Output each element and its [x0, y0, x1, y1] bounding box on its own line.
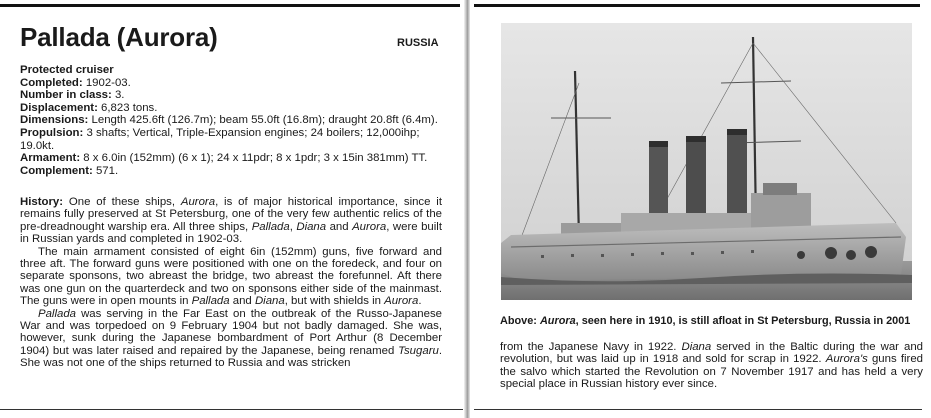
spec-armament: Armament: 8 x 6.0in (152mm) (6 x 1); 24 x 11pdr; 8 x 1pdr; 3 x 15in 381mm) TT.	[20, 152, 428, 165]
page-title: Pallada (Aurora)	[20, 22, 218, 52]
bottom-rule-right	[474, 409, 922, 410]
ship-photo	[501, 23, 912, 300]
country-label: RUSSIA	[397, 37, 439, 49]
photo-caption: Above: Aurora, seen here in 1910, is still afloat in St Petersburg, Russia in 2001	[500, 315, 911, 327]
history-paragraph-2: The main armament consisted of eight 6in (152mm) guns, five forward and three aft. The forward guns were positioned with one on the foredeck, and four on separate sponsons, two abreast the bridge, two abreast the forefunnel. Aft there was one gun on the quarterdeck and two on sponsons either side of the mainmast. The guns were in open mounts in Pallada and Diana, but with shields in Aurora.	[20, 245, 442, 308]
top-rule-left	[0, 4, 460, 7]
spec-propulsion: Propulsion: 3 shafts; Vertical, Triple-Expansion engines; 24 boilers; 12,000ihp; 19.0kt.	[20, 126, 420, 152]
history-paragraph-3: Pallada was serving in the Far East on the outbreak of the Russo-Japanese War and was torpedoed on 9 February 1904 but not badly damaged. She was, however, sunk during the Japanese bombardment of Port Arthur (8 December 1904) but was later raised and repaired by the Japanese, being renamed Tsugaru. She was not one of the ships returned to Russia and was stricken	[20, 307, 442, 370]
top-rule-right	[474, 4, 920, 7]
continuation-paragraph: from the Japanese Navy in 1922. Diana served in the Baltic during the war and revolution, but was laid up in 1918 and sold for scrap in 1922. Aurora's guns fired the salvo which started the Revolution on 7 November 1917 and has held a very special place in Russian history ever since.	[500, 341, 923, 391]
spec-list	[20, 64, 450, 177]
history-paragraph-1: History: One of these ships, Aurora, is of major historical importance, since it remains fully preserved at St Petersburg, one of the very few authentic relics of the pre-dreadnought warship era. All three ships, Pallada, Diana and Aurora, were built in Russian yards and completed in 1902-03.	[20, 196, 442, 246]
ship-type: Protected cruiser	[20, 64, 114, 76]
spec-completed: Completed: 1902-03.	[20, 76, 131, 89]
history-text	[20, 196, 442, 370]
bottom-rule-left	[0, 409, 463, 410]
spec-dimensions: Dimensions: Length 425.6ft (126.7m); beam 55.0ft (16.8m); draught 20.8ft (6.4m).	[20, 114, 438, 127]
spec-number-in-class: Number in class: 3.	[20, 89, 125, 102]
spec-displacement: Displacement: 6,823 tons.	[20, 101, 158, 114]
cruiser-illustration	[501, 23, 912, 300]
book-gutter	[464, 0, 470, 418]
continuation-text	[500, 341, 923, 391]
spec-complement: Complement: 571.	[20, 164, 119, 177]
